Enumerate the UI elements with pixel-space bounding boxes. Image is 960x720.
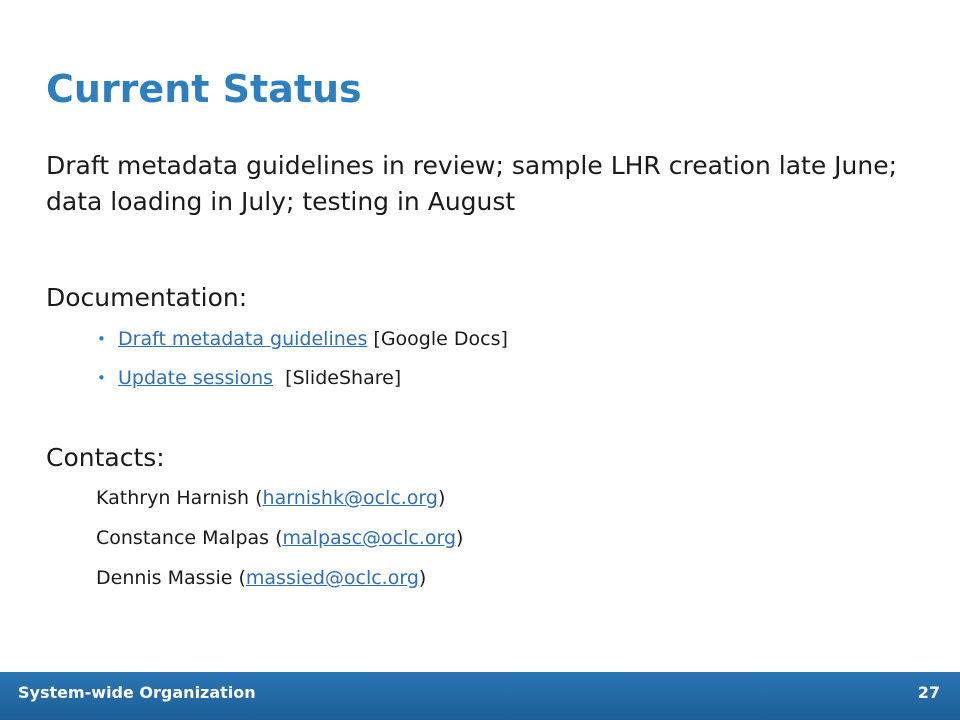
contact-paren-open: ( (238, 567, 246, 589)
contact-row (96, 566, 426, 590)
documentation-item (97, 366, 402, 390)
contact-row (96, 486, 445, 510)
documentation-item-note: [SlideShare] (279, 367, 402, 389)
update-sessions-link[interactable]: Update sessions (118, 367, 274, 389)
documentation-heading: Documentation: (46, 283, 248, 312)
bullet-dot-icon: • (97, 330, 106, 348)
contact-paren-close: ) (418, 567, 427, 589)
documentation-item-note: [Google Docs] (373, 328, 508, 350)
bullet-dot-icon: • (97, 369, 106, 387)
page-number: 27 (917, 683, 940, 702)
contact-name: Kathryn Harnish (96, 487, 250, 509)
contact-email-link[interactable]: malpasc@oclc.org (282, 527, 457, 549)
contact-paren-close: ) (456, 527, 464, 549)
contacts-heading: Contacts: (46, 443, 165, 472)
contact-name: Constance Malpas (96, 527, 270, 549)
contact-row (96, 526, 463, 550)
contact-paren-open: ( (255, 487, 263, 509)
contact-paren-close: ) (437, 487, 446, 509)
draft-guidelines-link[interactable]: Draft metadata guidelines (118, 328, 368, 350)
slide-title: Current Status (46, 67, 362, 111)
contact-name: Dennis Massie (96, 567, 233, 589)
documentation-item (97, 327, 508, 351)
contact-paren-open: ( (275, 527, 283, 549)
footer-organization: System-wide Organization (18, 683, 256, 702)
contact-email-link[interactable]: harnishk@oclc.org (262, 487, 438, 509)
status-summary: Draft metadata guidelines in review; sample LHR creation late June; data loading in July; testing in August (46, 151, 898, 216)
contact-email-link[interactable]: massied@oclc.org (245, 567, 419, 589)
